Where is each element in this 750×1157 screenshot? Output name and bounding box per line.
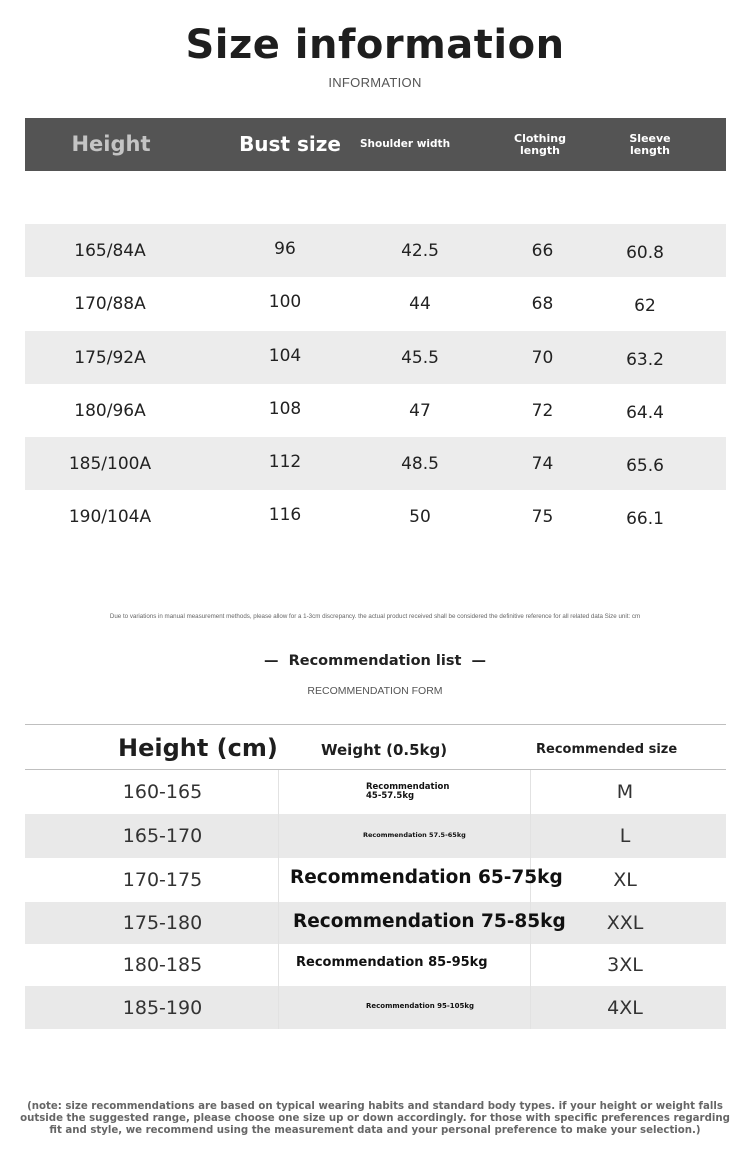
column-header-recommended-size: Recommended size <box>536 742 678 757</box>
column-divider <box>278 814 279 858</box>
size-cell: 4XL <box>607 996 643 1019</box>
clothing-length-cell: 72 <box>531 400 554 421</box>
shoulder-cell: 45.5 <box>401 347 439 368</box>
size-cell: 3XL <box>607 954 643 976</box>
recommendation-title <box>0 653 750 669</box>
recommendation-row <box>25 902 726 944</box>
recommendation-title-text: Recommendation list <box>288 653 462 669</box>
size-table-row <box>25 277 726 330</box>
size-table-row <box>25 490 726 543</box>
recommendation-subtitle: RECOMMENDATION FORM <box>307 685 443 697</box>
size-table-row <box>25 224 726 277</box>
height-range-cell: 185-190 <box>122 996 203 1019</box>
bust-cell: 104 <box>268 345 302 366</box>
bust-cell: 100 <box>268 291 302 312</box>
dash-right: — <box>461 653 487 669</box>
recommendation-row <box>25 858 726 902</box>
table-top-rule <box>25 724 726 725</box>
sleeve-length-cell: 63.2 <box>626 349 664 370</box>
bust-cell: 108 <box>268 398 302 419</box>
sleeve-length-cell: 60.8 <box>626 242 664 263</box>
height-range-cell: 165-170 <box>122 825 203 847</box>
size-table-row <box>25 331 726 384</box>
dash-left: — <box>263 653 289 669</box>
size-table-header <box>25 118 726 171</box>
height-range-cell: 180-185 <box>122 954 203 976</box>
height-cell: 170/88A <box>74 293 146 314</box>
shoulder-cell: 44 <box>409 293 431 314</box>
column-header-height-cm: Height (cm) <box>118 734 278 762</box>
size-cell: M <box>616 781 634 803</box>
shoulder-cell: 50 <box>409 506 431 527</box>
height-cell: 180/96A <box>74 400 146 421</box>
sleeve-length-cell: 64.4 <box>626 402 664 423</box>
sleeve-length-cell: 65.6 <box>626 455 664 476</box>
column-header-clothing-length: Clothing length <box>514 131 566 157</box>
height-cell: 185/100A <box>68 453 152 474</box>
column-divider <box>530 814 531 858</box>
shoulder-cell: 48.5 <box>401 453 439 474</box>
weight-cell: Recommendation 65-75kg <box>290 867 563 888</box>
size-cell: L <box>619 825 631 847</box>
recommendation-row <box>25 986 726 1029</box>
bust-cell: 96 <box>274 238 296 259</box>
column-header-sleeve-length: Sleeve length <box>629 131 671 157</box>
recommendation-row <box>25 944 726 986</box>
clothing-length-cell: 68 <box>531 293 554 314</box>
size-recommendation-note: (note: size recommendations are based on typical wearing habits and standard body types. if your height or weight falls outside the suggested range, please choose one size up or down accordingly. for those with specific preferences regarding fit and style, we recommend using the measurement data and your personal preference to make your selection.) <box>20 1101 730 1136</box>
height-cell: 175/92A <box>74 347 146 368</box>
height-cell: 190/104A <box>68 506 152 527</box>
column-divider <box>278 902 279 944</box>
recommendation-row <box>25 814 726 858</box>
clothing-length-cell: 66 <box>531 240 554 261</box>
column-divider <box>278 770 279 814</box>
column-divider <box>278 986 279 1029</box>
shoulder-cell: 47 <box>409 400 431 421</box>
height-range-cell: 160-165 <box>122 781 203 803</box>
column-divider <box>278 944 279 986</box>
sleeve-length-cell: 62 <box>634 295 656 316</box>
measurement-note: Due to variations in manual measurement methods, please allow for a 1-3cm discrepancy. the actual product received shall be considered the definitive reference for all related data Size unit: cm <box>109 613 641 620</box>
column-header-weight: Weight (0.5kg) <box>321 741 448 759</box>
weight-cell: Recommendation 85-95kg <box>296 955 488 970</box>
shoulder-cell: 42.5 <box>401 240 439 261</box>
page-subtitle: INFORMATION <box>328 75 422 90</box>
bust-cell: 112 <box>268 451 302 472</box>
column-divider <box>530 986 531 1029</box>
recommendation-row <box>25 770 726 814</box>
weight-cell: Recommendation 57.5-65kg <box>363 831 466 839</box>
column-header-height: Height <box>71 132 151 157</box>
height-range-cell: 170-175 <box>122 869 203 891</box>
weight-cell: Recommendation 75-85kg <box>293 911 566 932</box>
page-title: Size information <box>185 22 565 68</box>
height-range-cell: 175-180 <box>122 912 203 934</box>
size-cell: XXL <box>606 912 644 934</box>
size-table-row <box>25 437 726 490</box>
clothing-length-cell: 74 <box>531 453 554 474</box>
column-divider <box>530 770 531 814</box>
column-divider <box>530 944 531 986</box>
column-header-shoulder-width: Shoulder width <box>359 137 451 150</box>
size-table-row <box>25 384 726 437</box>
column-divider <box>278 858 279 902</box>
weight-cell: Recommendation 45-57.5kg <box>366 782 450 802</box>
weight-cell: Recommendation 95-105kg <box>366 1002 475 1010</box>
column-header-bust-size: Bust size <box>239 132 341 156</box>
sleeve-length-cell: 66.1 <box>626 508 664 529</box>
clothing-length-cell: 70 <box>531 347 554 368</box>
height-cell: 165/84A <box>74 240 146 261</box>
clothing-length-cell: 75 <box>531 506 554 527</box>
size-cell: XL <box>613 869 637 891</box>
bust-cell: 116 <box>268 504 302 525</box>
